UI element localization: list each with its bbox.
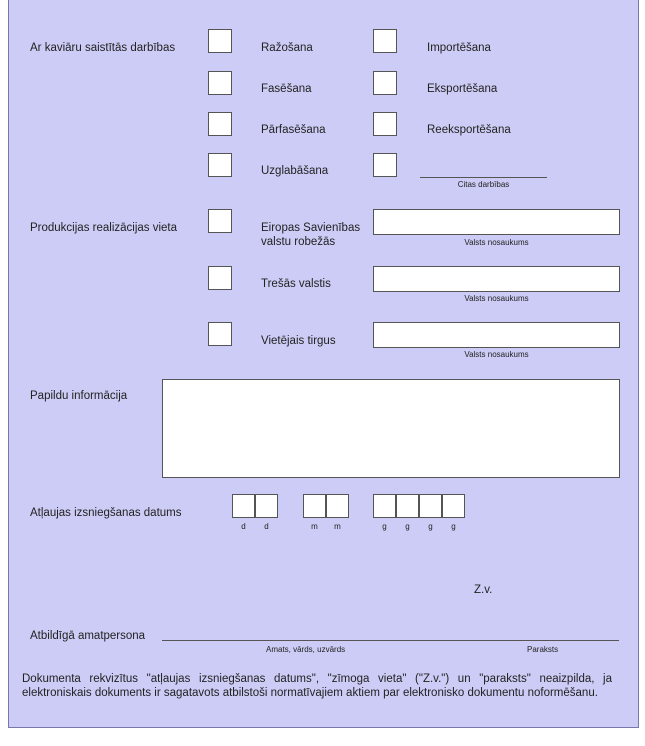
label-eu-line2: valstu robežās — [261, 236, 336, 248]
checkbox-production[interactable] — [208, 29, 232, 53]
label-packaging: Fasēšana — [261, 83, 312, 95]
caption-g: g — [451, 522, 456, 531]
official-signature-line[interactable] — [162, 640, 619, 641]
label-export: Eksportēšana — [427, 83, 498, 95]
caption-m: m — [311, 522, 318, 531]
date-year-1[interactable] — [373, 494, 396, 518]
stamp-place: Z.v. — [474, 584, 493, 596]
checkbox-export[interactable] — [373, 71, 397, 95]
checkbox-repackaging[interactable] — [208, 112, 232, 136]
date-year-3[interactable] — [419, 494, 442, 518]
date-year-2[interactable] — [396, 494, 419, 518]
additional-info-textarea[interactable] — [162, 379, 620, 478]
date-day-1[interactable] — [232, 494, 255, 518]
checkbox-eu[interactable] — [208, 209, 232, 233]
caption-other-activities: Citas darbības — [457, 180, 510, 189]
caption-g: g — [382, 522, 387, 531]
label-production: Ražošana — [261, 42, 313, 54]
caviar-permit-form — [8, 0, 639, 728]
caption-d: d — [241, 522, 246, 531]
issue-date-label: Atļaujas izsniegšanas datums — [30, 507, 182, 519]
label-storage: Uzglabāšana — [261, 165, 329, 177]
label-import: Importēšana — [427, 42, 491, 54]
official-label: Atbildīgā amatpersona — [30, 630, 146, 642]
caption-m: m — [334, 522, 341, 531]
caption-g: g — [405, 522, 410, 531]
footnote: Dokumenta rekvizītus "atļaujas izsniegšanas datums", "zīmoga vieta" ("Z.v.") un "paraksts" neaizpilda, ja elektroniskais dokuments ir sagatavots atbilstoši normatīvajiem aktiem par elektronisko dokumentu noformēšanu. — [22, 673, 612, 699]
caption-signature: Paraksts — [527, 645, 559, 654]
checkbox-local-market[interactable] — [208, 322, 232, 346]
checkbox-import[interactable] — [373, 29, 397, 53]
caption-d: d — [264, 522, 269, 531]
caption-g: g — [428, 522, 433, 531]
checkbox-packaging[interactable] — [208, 71, 232, 95]
checkbox-third-countries[interactable] — [208, 266, 232, 290]
caption-eu-country: Valsts nosaukums — [464, 238, 529, 247]
date-month-2[interactable] — [326, 494, 349, 518]
label-reexport: Reeksportēšana — [427, 124, 511, 136]
additional-info-label: Papildu informācija — [30, 390, 128, 402]
label-third-countries: Trešās valstis — [261, 278, 331, 290]
checkbox-storage[interactable] — [208, 153, 232, 177]
third-country-input[interactable] — [373, 266, 620, 292]
eu-country-input[interactable] — [373, 209, 620, 235]
other-activity-line[interactable] — [420, 177, 547, 178]
date-month-1[interactable] — [303, 494, 326, 518]
label-eu-line1: Eiropas Savienības — [261, 222, 361, 234]
activities-label: Ar kaviāru saistītās darbības — [30, 42, 176, 54]
place-label: Produkcijas realizācijas vieta — [30, 222, 178, 234]
date-day-2[interactable] — [255, 494, 278, 518]
date-year-4[interactable] — [442, 494, 465, 518]
caption-third-country: Valsts nosaukums — [464, 294, 529, 303]
checkbox-reexport[interactable] — [373, 112, 397, 136]
checkbox-other-activity[interactable] — [373, 153, 397, 177]
caption-local-country: Valsts nosaukums — [464, 350, 529, 359]
local-country-input[interactable] — [373, 322, 620, 348]
caption-name: Amats, vārds, uzvārds — [266, 645, 346, 654]
label-repackaging: Pārfasēšana — [261, 124, 326, 136]
label-local-market: Vietējais tirgus — [261, 335, 336, 347]
